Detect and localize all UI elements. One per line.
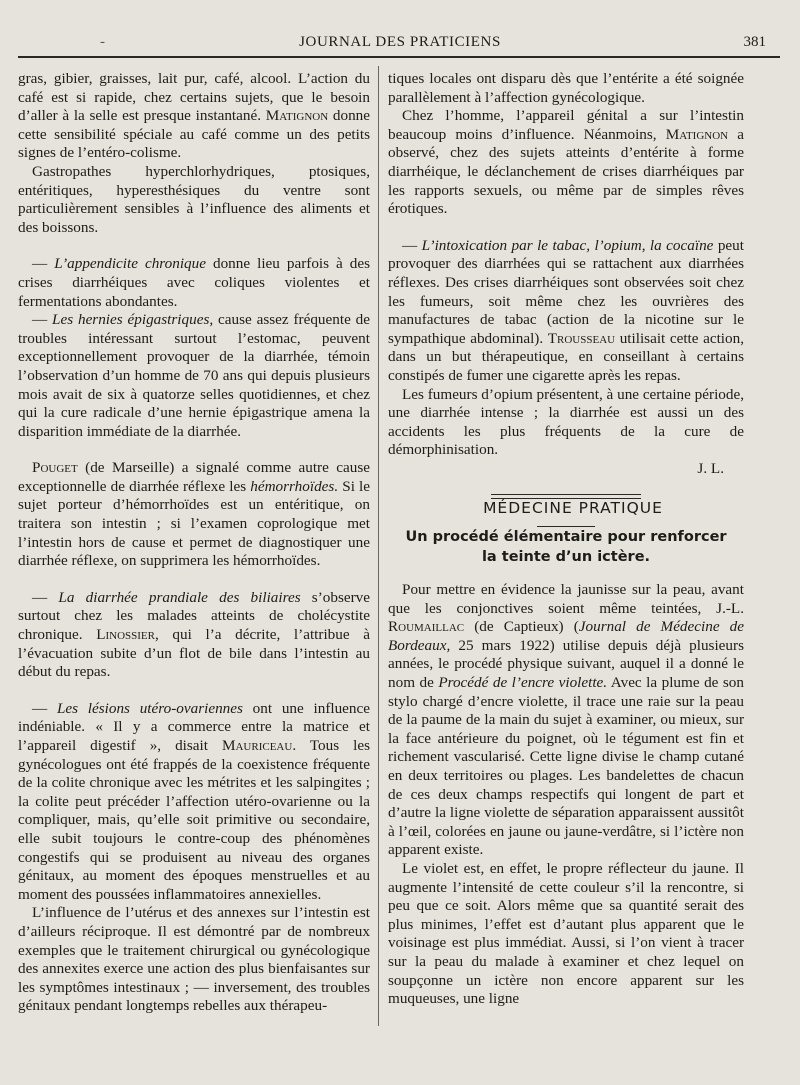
author-name: Matignon	[665, 125, 729, 143]
column-divider	[378, 66, 379, 1026]
author-name: Trousseau	[547, 329, 616, 347]
header-rule	[18, 56, 780, 58]
paragraph: — L’appendicite chronique donne lieu parfois à des crises diarrhéiques avec coliques violentes et fermentations abondantes.	[18, 255, 371, 310]
paragraph: — La diarrhée prandiale des biliaires s’observe surtout chez les malades atteints de cholécystite chronique. Linossier, qui l’a décrite, l’attribue à l’évacuation subite d’un flot de bile dans l’intestin au début du repas.	[18, 588, 371, 681]
article-title: Un procédé élémentaire pour renforcer la teinte d’un ictère.	[405, 529, 727, 566]
paragraph: L’influence de l’utérus et des annexes sur l’intestin est d’ailleurs réciproque. Il est démontré par de nombreux exemples que le traitement chirurgical ou gynécologique des annexites exerce une action des plus bienfaisantes sur les symptômes intestinaux ; — inversement, des troubles génitaux pendant longtemps rebelles aux thérapeu-	[18, 904, 370, 1015]
header-dash: -	[100, 34, 105, 50]
paragraph: Gastropathes hyperchlorhydriques, ptosiques, entéritiques, hyperesthésiques du ventre sont particulièrement sensibles à l’influence des aliments et des boissons.	[18, 162, 370, 236]
author-name: Roumaillac	[388, 618, 465, 636]
right-column	[388, 70, 744, 1009]
paragraph: Pouget (de Marseille) a signalé comme autre cause exceptionnelle de diarrhée réflexe les hémorrhoïdes. Si le sujet porteur d’hémorrhoïdes est un entéritique, on traitera son intestin ; si l’examen coprologique met l’intestin hors de cause et permet de diagnostiquer une diarrhée réflexe, on supprimera les hémorrhoïdes.	[18, 459, 370, 570]
section-heading: MÉDECINE PRATIQUE	[483, 499, 663, 518]
signature: J. L.	[697, 459, 724, 477]
journal-title: JOURNAL DES PRATICIENS	[299, 34, 501, 50]
paragraph: tiques locales ont disparu dès que l’entérite a été soignée parallèlement à l’affection gynécologique.	[388, 70, 744, 106]
paragraph: gras, gibier, graisses, lait pur, café, alcool. L’action du café est si rapide, chez certains sujets, que le besoin d’aller à la selle est presque instantané. Matignon donne cette sensibilité spéciale au café comme un des petits signes de l’entéro-colisme.	[18, 70, 371, 162]
author-name: Matignon	[265, 107, 329, 125]
paragraph: Pour mettre en évidence la jaunisse sur la peau, avant que les conjonctives soient même teintées, J.-L. Roumaillac (de Captieux) (Journal de Médecine de Bordeaux, 25 mars 1922) utilise depuis déjà plusieurs années, le procédé physique suivant, auquel il a donné le nom de Procédé de l’encre violette. Avec la plume de son stylo chargé d’encre violette, il trace une raie sur la peau de la paume de la main du sujet à examiner, ou mieux, sur la face antérieure du poignet, où le tégument est fin et richement vascularisé. Cette ligne divise le champ cutané en deux territoires ou plages. Les bandelettes de chacun de ces deux champs respectifs qui longent de part et d’autre la ligne violette de séparation apparaissent aussitôt à l’œil, colorées en jaune ou jaune-verdâtre, si l’ictère non apparent existe.	[388, 581, 744, 859]
paragraph: — Les hernies épigastriques, cause assez fréquente de troubles intéressant surtout l’estomac, peuvent exceptionnellement provoquer de la diarrhée, témoin l’observation d’un homme de 70 ans qui depuis plusieurs mois avait de six à quatorze selles quotidiennes, et chez qui la cure radicale d’une hernie épigastrique amena la disparition immédiate de la diarrhée.	[18, 311, 370, 440]
paragraph: Le violet est, en effet, le propre réflecteur du jaune. Il augmente l’intensité de cette couleur s’il la rencontre, si peu que ce soit. Alors même que sa quantité serait des plus minimes, l’effet est d’autant plus apparent que le voisinage est plus immédiat. Aussi, si l’on vient à tracer sur la peau du malade à examiner et chez lequel on soupçonne un ictère non encore apparent sur les muqueuses, une ligne	[388, 859, 744, 1008]
paragraph: — L’intoxication par le tabac, l’opium, la cocaïne peut provoquer des diarrhées qui se rattachent aux diarrhées réflexes. Des crises diarrhéiques sont observées soit chez les fumeurs, soit même chez les ouvrières des manufactures de tabac (action de la nicotine sur le sympathique abdominal). Trousseau utilisait cette action, dans un but thérapeutique, en conseillant à certains constipés de fumer une cigarette après les repas.	[388, 236, 744, 384]
author-name: Mauriceau	[221, 737, 293, 754]
page-number: 381	[743, 34, 766, 50]
paragraph: Les fumeurs d’opium présentent, à une certaine période, une diarrhée intense ; la diarrhée est aussi un des accidents les plus fréquents de la cure de démorphinisation.	[388, 385, 745, 459]
author-name: Pouget	[32, 459, 78, 477]
paragraph: — Les lésions utéro-ovariennes ont une influence indéniable. « Il y a commerce entre la matrice et l’appareil digestif », disait Mauriceau. Tous les gynécologues ont été frappés de la coexistence fréquente de la colite chronique avec les métrites et les salpingites ; la colite peut précéder l’affection utéro-ovarienne ou la compliquer, mais, qu’elle soit primitive ou secondaire, elle subit toujours le contre-coup des phénomènes congestifs qui se produisent au niveau des organes génitaux, au moment des époques menstruelles et au moment des poussées inflammatoires annexielles.	[18, 699, 371, 903]
running-header	[20, 34, 780, 54]
author-name: Linossier	[96, 626, 155, 644]
paragraph: Chez l’homme, l’appareil génital a sur l’intestin beaucoup moins d’influence. Néanmoins, Matignon a observé, chez des sujets atteints d’entérite à forme diarrhéique, le déclanchement de crises diarrhéiques par les rapports sexuels, ou même par de simples rêves érotiques.	[388, 107, 744, 218]
left-column	[18, 70, 370, 1016]
